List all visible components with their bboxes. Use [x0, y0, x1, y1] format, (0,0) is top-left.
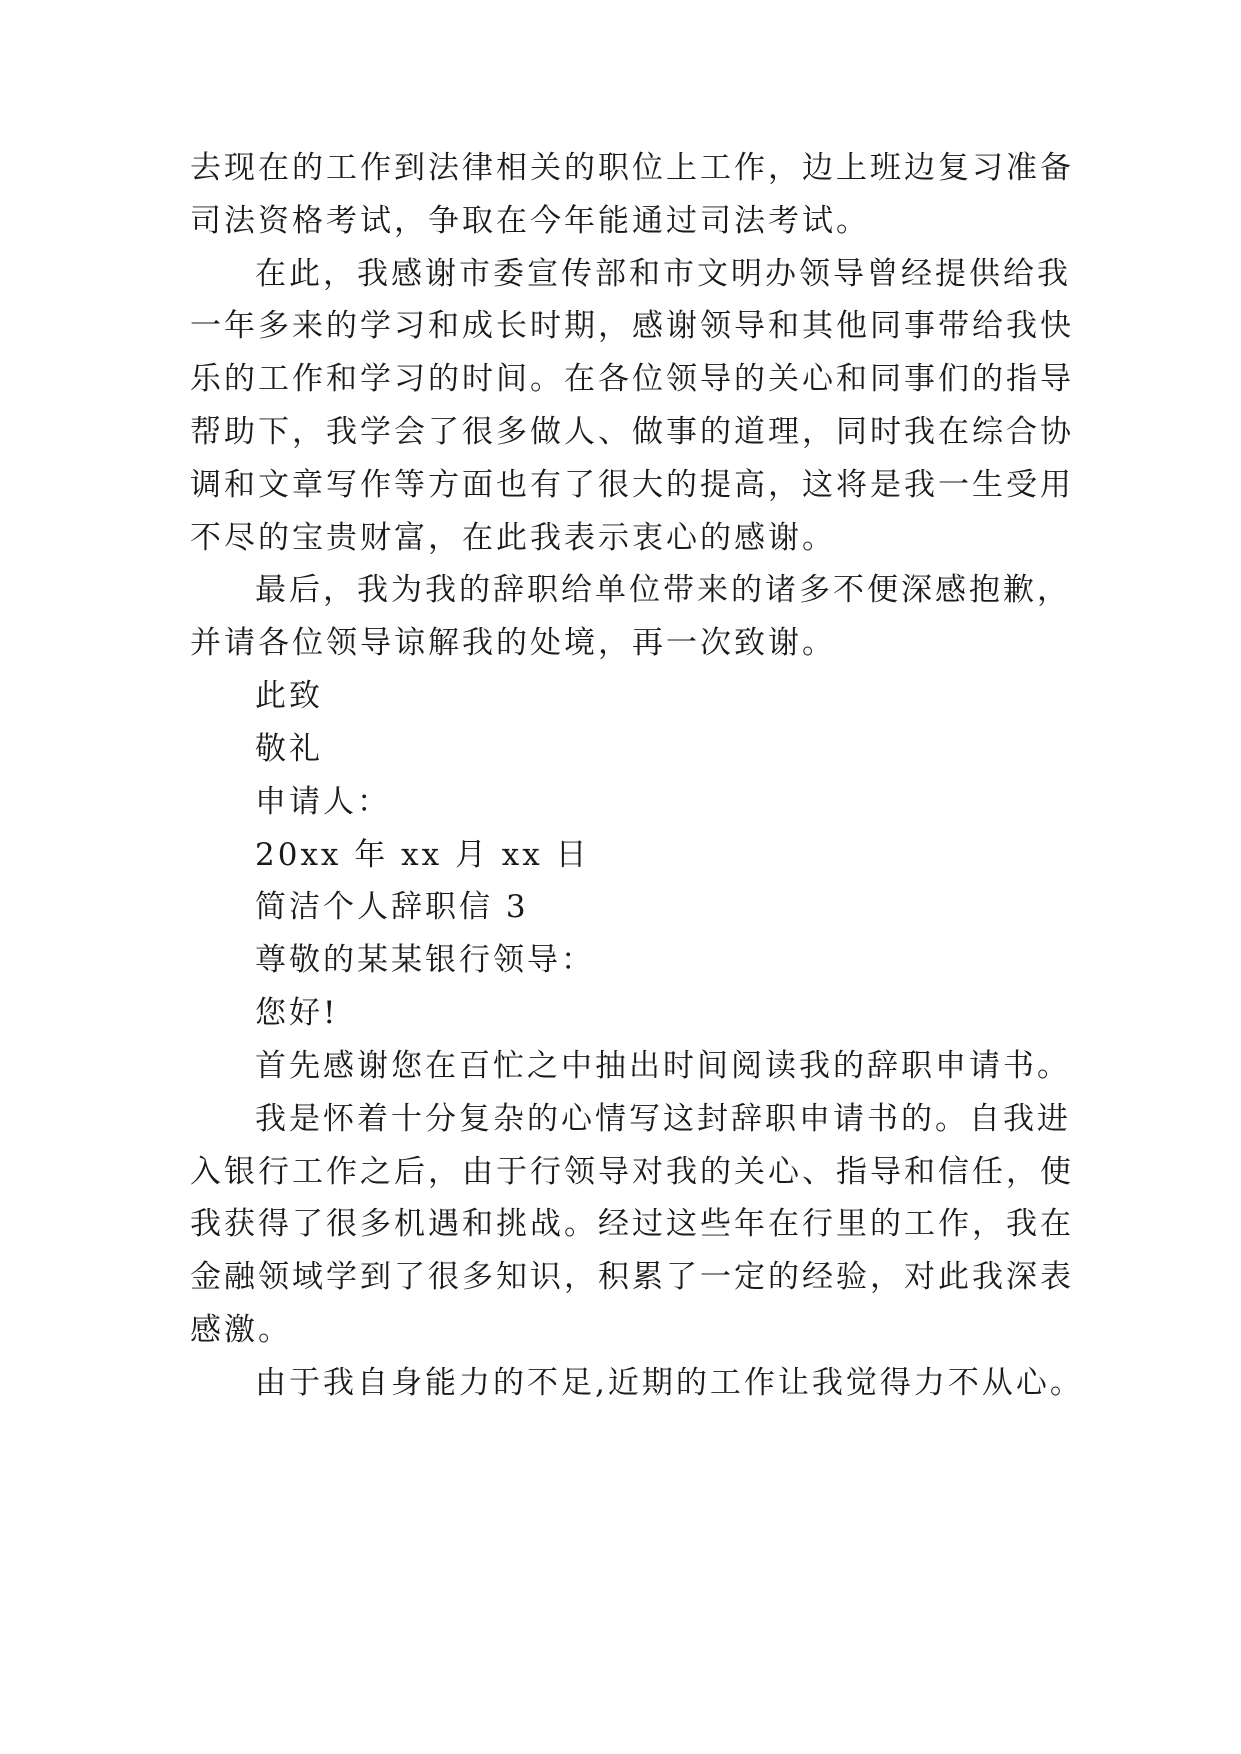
date-line: 20xx 年 xx 月 xx 日	[255, 837, 590, 873]
text-line: 不尽的宝贵财富，在此我表示衷心的感谢。	[190, 520, 836, 556]
closing-salutation: 此致	[255, 678, 323, 714]
text-line: 帮助下，我学会了很多做人、做事的道理，同时我在综合协	[190, 414, 1074, 450]
text-line: 一年多来的学习和成长时期，感谢领导和其他同事带给我快	[190, 308, 1074, 344]
paragraph-start-line: 最后，我为我的辞职给单位带来的诸多不便深感抱歉，	[255, 572, 1071, 608]
applicant-label: 申请人：	[255, 784, 391, 820]
closing-regards: 敬礼	[255, 731, 323, 767]
text-line: 并请各位领导谅解我的处境，再一次致谢。	[190, 625, 836, 661]
section-title: 简洁个人辞职信 3	[255, 889, 529, 925]
text-line: 金融领域学到了很多知识，积累了一定的经验，对此我深表	[190, 1259, 1074, 1295]
greeting: 您好!	[255, 995, 339, 1031]
paragraph-start-line: 在此，我感谢市委宣传部和市文明办领导曾经提供给我	[255, 256, 1071, 292]
paragraph-start-line: 我是怀着十分复杂的心情写这封辞职申请书的。自我进	[255, 1101, 1071, 1137]
text-line: 感激。	[190, 1312, 292, 1348]
greeting-recipient: 尊敬的某某银行领导：	[255, 942, 595, 978]
text-line: 去现在的工作到法律相关的职位上工作，边上班边复习准备	[190, 150, 1074, 186]
text-line: 调和文章写作等方面也有了很大的提高，这将是我一生受用	[190, 467, 1074, 503]
paragraph-start-line: 由于我自身能力的不足,近期的工作让我觉得力不从心。	[255, 1365, 1084, 1401]
text-line: 入银行工作之后，由于行领导对我的关心、指导和信任，使	[190, 1154, 1074, 1190]
text-line: 司法资格考试，争取在今年能通过司法考试。	[190, 203, 870, 239]
text-line: 我获得了很多机遇和挑战。经过这些年在行里的工作，我在	[190, 1206, 1074, 1242]
paragraph-start-line: 首先感谢您在百忙之中抽出时间阅读我的辞职申请书。	[255, 1048, 1071, 1084]
text-line: 乐的工作和学习的时间。在各位领导的关心和同事们的指导	[190, 361, 1074, 397]
